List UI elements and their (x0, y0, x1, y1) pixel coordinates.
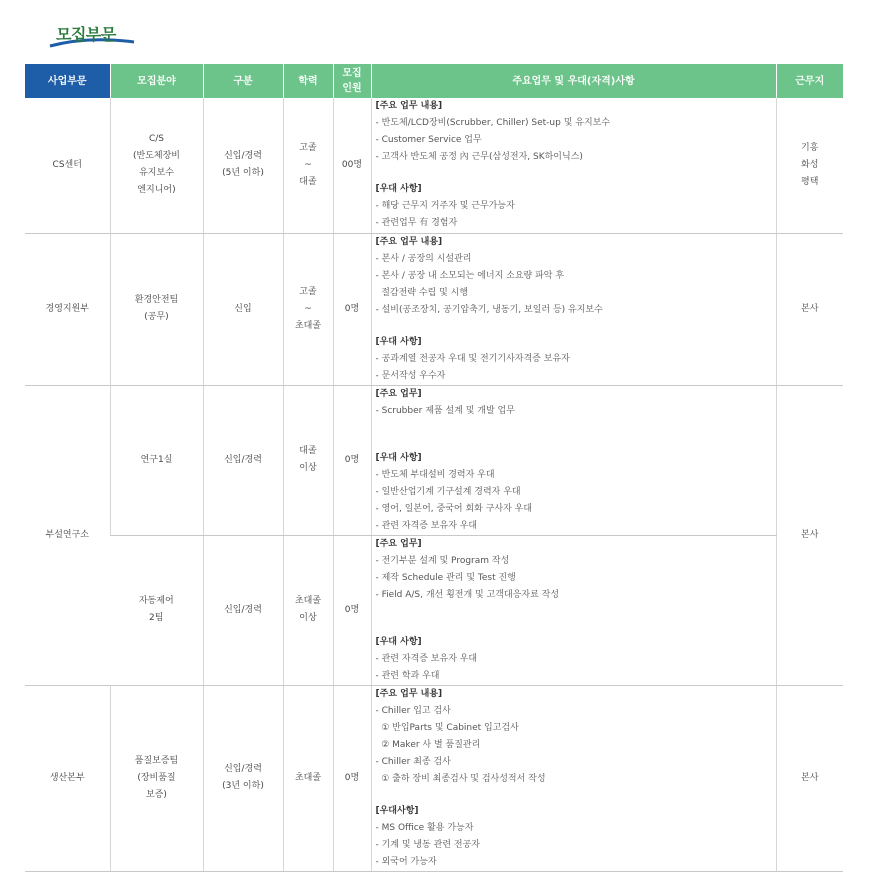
duties-item: - 설비(공조장치, 공기압축기, 냉동기, 보일러 등) 유지보수 (375, 304, 603, 315)
duties-item: ① 반입Parts 및 Cabinet 입고검사 (375, 722, 519, 733)
table-row (25, 233, 843, 385)
section-heading (48, 20, 138, 50)
table-row (25, 685, 843, 871)
header-headcount-line2: 인원 (342, 83, 362, 94)
duties-item: - 관련업무 有 경험자 (375, 218, 458, 228)
type-cell (203, 685, 283, 871)
field-line: 엔지니어) (137, 185, 176, 196)
duties-cell (371, 685, 776, 871)
duties-item: - 고객사 반도체 공정 內 근무(삼성전자, SK하이닉스) (375, 152, 583, 162)
duties-item: ② Maker 사 별 품질관리 (375, 739, 481, 750)
duties-item: - 관련 학과 우대 (375, 670, 440, 681)
education-line: 대졸 (299, 176, 317, 187)
type-line: 신입/경력 (224, 151, 262, 162)
duties-heading: [우대 사항] (375, 636, 422, 647)
headcount-cell: 0명 (333, 385, 371, 535)
table-row (25, 98, 843, 233)
header-type: 구분 (203, 64, 283, 98)
header-division: 사업부문 (25, 64, 110, 98)
education-cell (283, 98, 333, 233)
type-cell (203, 98, 283, 233)
headcount-cell: 0명 (333, 535, 371, 685)
duties-item: - 영어, 일본어, 중국어 회화 구사자 우대 (375, 503, 533, 514)
duties-item: - 반도체 부대설비 경력자 우대 (375, 469, 495, 480)
field-line: 자동제어 (138, 596, 174, 606)
duties-item: - 기계 및 냉동 관련 전공자 (375, 839, 480, 850)
duties-spacer (376, 619, 776, 634)
duties-item: - MS Office 활용 가능자 (375, 822, 474, 833)
duties-item: - 본사 / 공장 내 소모되는 에너지 소요량 파악 후 (375, 270, 565, 281)
duties-item: - 일반산업기계 기구설계 경력자 우대 (375, 486, 521, 497)
table-header-row (25, 64, 843, 98)
duties-spacer (376, 788, 776, 803)
type-cell (203, 535, 283, 685)
duties-item: - Chiller 최종 검사 (375, 756, 451, 767)
education-line: ~ (304, 303, 312, 314)
type-line: 신입 (234, 303, 252, 314)
duties-item: ① 출하 장비 최종검사 및 검사성적서 작성 (375, 773, 546, 784)
type-cell (203, 233, 283, 385)
header-field: 모집분야 (110, 64, 203, 98)
field-line: 연구1실 (140, 454, 173, 465)
duties-item: - Customer Service 업무 (375, 135, 482, 145)
type-line: (3년 이하) (222, 781, 264, 791)
location-line: 기흥 (801, 142, 819, 153)
duties-heading: [우대 사항] (375, 336, 422, 347)
header-education: 학력 (283, 64, 333, 98)
education-cell (283, 233, 333, 385)
field-line: (공무) (144, 312, 169, 322)
division-cell: 부설연구소 (25, 385, 110, 685)
duties-item: - 관련 자격증 보유자 우대 (375, 520, 478, 531)
table-row (25, 535, 843, 685)
headcount-cell: 0명 (333, 685, 371, 871)
education-line: 대졸 (299, 446, 317, 456)
duties-heading: [주요 업무] (375, 388, 422, 399)
duties-heading: [주요 업무] (375, 538, 422, 549)
header-location: 근무지 (776, 64, 843, 98)
duties-item: - 외국어 가능자 (375, 856, 437, 867)
education-line: 이상 (299, 613, 317, 623)
education-cell (283, 535, 333, 685)
headcount-cell: 00명 (333, 98, 371, 233)
duties-spacer (376, 319, 776, 334)
header-headcount-line1: 모집 (342, 68, 362, 79)
field-line: 보증) (146, 789, 167, 800)
duties-item: 절감전략 수립 및 시행 (375, 287, 469, 298)
duties-item: - 제작 Schedule 관리 및 Test 진행 (375, 572, 516, 583)
education-cell (283, 385, 333, 535)
location-cell (776, 233, 843, 385)
location-cell (776, 685, 843, 871)
recruitment-table (25, 64, 843, 872)
duties-heading: [주요 업무 내용] (375, 101, 443, 111)
location-line: 화성 (801, 159, 819, 170)
duties-item: - 반도체/LCD장비(Scrubber, Chiller) Set-up 및 유지보수 (375, 118, 611, 128)
duties-heading: [우대사항] (375, 805, 419, 816)
duties-cell (371, 98, 776, 233)
education-line: ~ (304, 159, 312, 170)
field-line: (반도체장비 (133, 151, 180, 162)
duties-cell (371, 385, 776, 535)
duties-spacer (376, 420, 776, 435)
duties-cell (371, 535, 776, 685)
field-line: C/S (148, 134, 165, 145)
field-cell (110, 233, 203, 385)
table-row (25, 385, 843, 535)
duties-item: - 공과계열 전공자 우대 및 전기기사자격증 보유자 (375, 353, 570, 364)
duties-heading: [주요 업무 내용] (375, 236, 443, 247)
location-cell (776, 98, 843, 233)
education-line: 이상 (299, 463, 317, 473)
location-line: 본사 (801, 772, 819, 783)
duties-item: - 관련 자격증 보유자 우대 (375, 653, 478, 664)
duties-item: - 해당 근무지 거주자 및 근무가능자 (375, 201, 515, 211)
duties-item: - 본사 / 공장의 시설관리 (375, 253, 472, 264)
duties-item: - 전기부분 설계 및 Program 작성 (375, 555, 510, 566)
location-line: 본사 (801, 529, 819, 540)
duties-item: - Scrubber 제품 설계 및 개발 업무 (375, 405, 515, 416)
education-line: 고졸 (299, 286, 317, 297)
field-cell (110, 685, 203, 871)
type-line: 신입/경력 (224, 764, 262, 774)
duties-spacer (376, 166, 776, 181)
education-line: 초대졸 (294, 320, 322, 331)
duties-cell (371, 233, 776, 385)
division-cell: 경영지원부 (25, 233, 110, 385)
duties-heading: [주요 업무 내용] (375, 688, 443, 699)
division-cell: 생산본부 (25, 685, 110, 871)
field-cell (110, 385, 203, 535)
education-cell (283, 685, 333, 871)
section-title: 모집부문 (56, 25, 116, 44)
field-line: 환경안전팀 (134, 295, 179, 305)
duties-spacer (376, 435, 776, 450)
field-line: 유지보수 (139, 168, 174, 179)
type-line: (5년 이하) (222, 168, 264, 179)
field-cell (110, 535, 203, 685)
type-line: 신입/경력 (224, 604, 262, 615)
field-line: 2팀 (149, 613, 164, 623)
duties-item: - 문서작성 우수자 (375, 370, 446, 381)
duties-heading: [우대 사항] (375, 184, 422, 194)
field-line: (장비품질 (137, 772, 176, 783)
location-cell (776, 385, 843, 685)
duties-item: - Field A/S, 개선 횡전개 및 고객대응자료 작성 (375, 589, 560, 600)
education-line: 고졸 (299, 142, 317, 153)
type-cell (203, 385, 283, 535)
duties-heading: [우대 사항] (375, 452, 422, 463)
headcount-cell: 0명 (333, 233, 371, 385)
header-duties: 주요업무 및 우대(자격)사항 (371, 64, 776, 98)
field-cell (110, 98, 203, 233)
type-line: 신입/경력 (224, 454, 262, 465)
education-line: 초대졸 (294, 596, 322, 606)
header-headcount (333, 64, 371, 98)
duties-item: - Chiller 입고 검사 (375, 705, 451, 716)
duties-spacer (376, 604, 776, 619)
education-line: 초대졸 (294, 772, 322, 783)
division-cell: CS센터 (25, 98, 110, 233)
location-line: 평택 (801, 176, 819, 187)
field-line: 품질보증팀 (134, 755, 179, 766)
location-line: 본사 (801, 303, 819, 314)
